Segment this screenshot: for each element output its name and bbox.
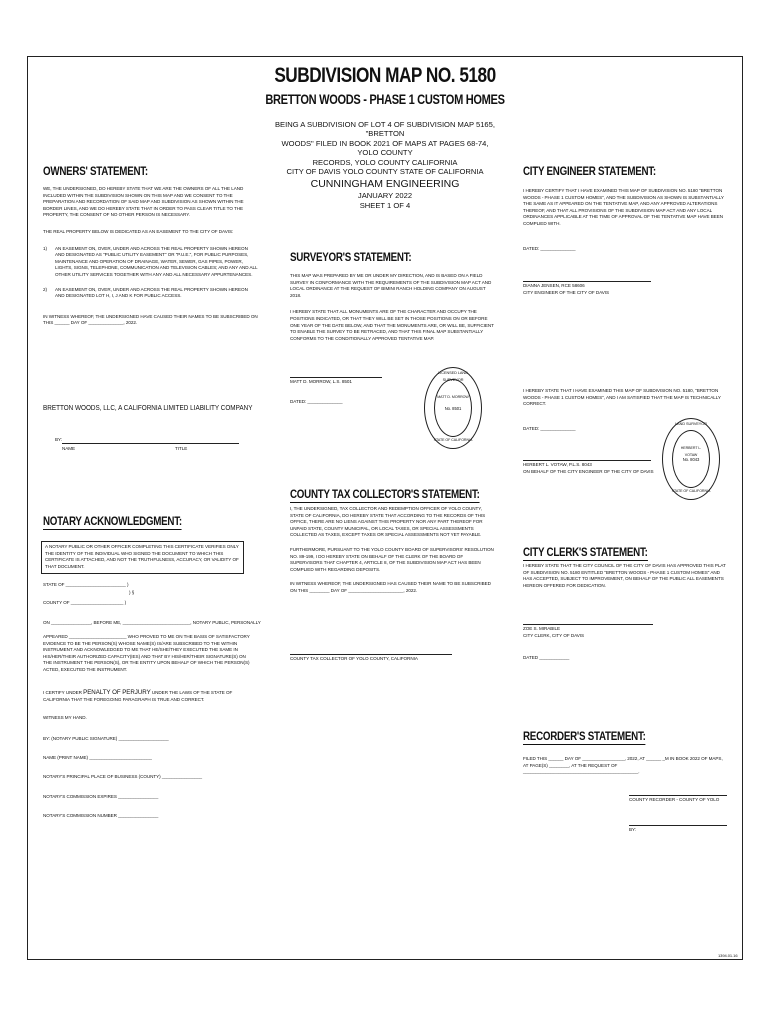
tax-paragraph: FURTHERMORE, PURSUANT TO THE YOLO COUNTY BOARD OF SUPERVISORS' RESOLUTION NO. 89-199, I DO HEREBY STATE ON BEHALF OF THE CLERK OF THE BOARD OF SUPERVISORS THAT CHAPTER 4, ARTICLE 8, OF THE SUBDIVISION MAP ACT HAS BEEN COMPLIED WITH REGARDING DEPOSITS.	[290, 546, 494, 572]
tax-witness: IN WITNESS WHEREOF, THE UNDERSIGNED HAS CAUSED THEIR NAME TO BE SUBSCRIBED ON THIS ________ DAY OF ______________________, 2022.	[290, 581, 491, 593]
tax-paragraph: I, THE UNDERSIGNED, TAX COLLECTOR AND REDEMPTION OFFICER OF YOLO COUNTY, STATE OF CALIFORNIA, DO HEREBY STATE THAT ACCORDING TO THE RECORDS OF THIS OFFICE, THERE ARE NO LIENS AGAINST THIS PROPERTY NOR ANY PART THEREOF FOR UNPAID STATE, COUNTY MUNICIPAL, OR LOCAL TAXES, OR SPECIAL ASSESSMENTS COLLECTED AS TAXES, EXCEPT TAXES OR SPECIAL ASSESSMENTS NOT YET PAYABLE.	[290, 506, 486, 538]
perjury-pre: I CERTIFY UNDER	[43, 690, 84, 695]
surveyor-statement-heading: SURVEYOR'S STATEMENT:	[290, 252, 412, 264]
notary-witness: WITNESS MY HAND.	[43, 715, 87, 720]
city-surveyor-signature-line	[523, 460, 651, 461]
sheet-number: SHEET 1 OF 4	[359, 200, 411, 210]
owners-witness: IN WITNESS WHEREOF, THE UNDERSIGNED HAVE CAUSED THEIR NAMES TO BE SUBSCRIBED ON THIS ______ DAY OF ______________, 2022.	[43, 313, 258, 326]
surveyor-paragraph: I HEREBY STATE THAT ALL MONUMENTS ARE OF THE CHARACTER AND OCCUPY THE POSITIONS INDICATED, OR THAT THEY WILL BE SET IN THOSE POSITIONS ON OR BEFORE ONE YEAR OF THE DATE BELOW, AND THAT THE MONUMENTS ARE, OR WILL BE, SUFFICIENT TO ENABLE THE SURVEY TO BE RETRACED, AND THAT THIS FINAL MAP SUBSTANTIALLY CONFORMS TO THE CONDITIONALLY APPROVED TENTATIVE MAP.	[290, 309, 494, 341]
recorder-signature-line	[629, 795, 727, 796]
perjury-post: UNDER THE LAWS OF THE STATE OF CALIFORNIA THAT THE FOREGOING PARAGRAPH IS TRUE AND CORRECT.	[43, 690, 233, 702]
city-engineer-heading: CITY ENGINEER STATEMENT:	[523, 166, 656, 178]
desc-line: BEING A SUBDIVISION OF LOT 4 OF SUBDIVISION MAP 5165, "BRETTON	[274, 120, 495, 139]
owners-by-label: BY:	[55, 437, 63, 442]
desc-line: RECORDS, YOLO COUNTY CALIFORNIA	[312, 157, 458, 167]
city-clerk-heading-wrap	[523, 543, 670, 561]
surveyor-seal	[424, 367, 482, 449]
city-engineer-heading-wrap	[523, 166, 679, 178]
company-name: BRETTON WOODS, LLC, A CALIFORNIA LIMITED LIABILITY COMPANY	[43, 403, 253, 412]
recorder-by: BY:	[629, 827, 637, 832]
notary-number: NOTARY'S COMMISSION NUMBER ________________	[43, 813, 159, 818]
tax-collector-body	[290, 506, 496, 595]
notary-county: COUNTY OF _____________________ )	[43, 600, 127, 605]
city-clerk-role: CITY CLERK, CITY OF DAVIS	[523, 633, 585, 638]
perjury-emphasis: PENALTY OF PERJURY	[83, 689, 151, 696]
owners-name-label: NAME	[62, 446, 76, 451]
city-surveyor-name: HERBERT L. VOTAW, P.L.S. 8043	[523, 462, 592, 467]
item-number: 1)	[43, 245, 47, 251]
header-block	[185, 64, 585, 107]
notary-print-name: NAME (PRINT NAME) _________________________	[43, 755, 152, 760]
city-surveyor-seal	[662, 418, 720, 500]
city-engineer-dated-2: DATED: ______________	[523, 426, 576, 431]
city-engineer-name: DIANNA JENSEN, RCE 58606	[523, 283, 585, 288]
city-engineer-technical: I HEREBY STATE THAT I HAVE EXAMINED THIS MAP OF SUBDIVISION NO. 5180, "BRETTON WOODS - PHASE 1 CUSTOM HOMES", AND I AM SATISFIED THAT THE MAP IS TECHNICALLY CORRECT.	[523, 388, 721, 407]
tax-signature-line	[290, 654, 452, 655]
owners-statement-body	[43, 186, 258, 327]
seal-bottom-text: STATE OF CALIFORNIA	[433, 438, 473, 442]
surveyor-paragraph: THIS MAP WAS PREPARED BY ME OR UNDER MY DIRECTION, AND IS BASED ON A FIELD SURVEY IN CONFORMANCE WITH THE REQUIREMENTS OF THE SUBDIVISION MAP ACT AND LOCAL ORDINANCE AT THE REQUEST OF BIMINI RANCH HOLDING COMPANY ON AUGUST 2018.	[290, 273, 492, 298]
owners-dedication-intro: THE REAL PROPERTY BELOW IS DEDICATED AS AN EASEMENT TO THE CITY OF DAVIS:	[43, 228, 234, 234]
notary-signature: BY: (NOTARY PUBLIC SIGNATURE) ____________________	[43, 736, 169, 741]
tax-collector-heading: COUNTY TAX COLLECTOR'S STATEMENT:	[290, 489, 480, 501]
seal-license-number: No. 8501	[444, 406, 462, 411]
city-clerk-body: I HEREBY STATE THAT THE CITY COUNCIL OF THE CITY OF DAVIS HAS APPROVED THIS PLAT OF SUBDIVISION NO. 5180 ENTITLED "BRETTON WOODS - PHASE 1 CUSTOM HOMES" AND HAS ACCEPTED, SUBJECT TO IMPROVEMENT, ON BEHALF OF THE PUBLIC ALL EASEMENTS HEREON OFFERED FOR DEDICATION.	[523, 563, 726, 588]
map-date: JANUARY 2022	[357, 191, 413, 201]
recorder-role: COUNTY RECORDER - COUNTY OF YOLO	[629, 797, 720, 802]
page-subtitle: BRETTON WOODS - PHASE 1 CUSTOM HOMES	[265, 92, 505, 107]
owners-statement-heading: OWNERS' STATEMENT:	[43, 166, 148, 178]
city-clerk-dated: DATED ____________	[523, 655, 570, 660]
recorder-heading-wrap	[523, 727, 667, 745]
recorder-by-line	[629, 825, 727, 826]
city-surveyor-role: ON BEHALF OF THE CITY ENGINEER OF THE CITY OF DAVIS	[523, 469, 654, 474]
owners-signature-line	[62, 443, 239, 444]
recorder-body: FILED THIS ______ DAY OF _________________, 2022, AT ______ _M IN BOOK 2022 OF MAPS, AT PAGE(S) ________, AT THE REQUEST OF ______________________________________________.	[523, 756, 723, 775]
notary-perjury	[43, 690, 253, 703]
surveyor-heading-wrap	[290, 252, 433, 264]
notary-ss: ) §	[129, 590, 135, 595]
seal-top-text: LAND SURVEYOR	[675, 422, 707, 426]
city-clerk-signature-line	[523, 624, 653, 625]
city-engineer-dated: DATED: ______________	[523, 246, 576, 251]
notary-on: ON ________________, BEFORE ME, ___________________________, NOTARY PUBLIC, PERSONALLY	[43, 620, 261, 625]
tax-heading-wrap	[290, 485, 513, 503]
owners-title-label: TITLE	[175, 446, 188, 451]
surveyor-signature-line	[290, 377, 382, 378]
owners-paragraph: WE, THE UNDERSIGNED, DO HEREBY STATE THAT WE ARE THE OWNERS OF ALL THE LAND INCLUDED WITHIN THE SUBDIVISION SHOWN ON THIS MAP AND WE CONSENT TO THE PREPARATION AND RECORDATION OF SAID MAP AND SUBDIVISION AS SHOWN WITHIN THE BORDER LINES, AND WE DO HEREBY STATE THAT IN ORDER TO PASS CLEAR TITLE TO THE PROPERTY, THE CONSENT OF NO OTHER PERSON IS NECESSARY.	[43, 186, 244, 218]
city-clerk-heading: CITY CLERK'S STATEMENT:	[523, 547, 648, 559]
item-text: AN EASEMENT ON, OVER, UNDER AND ACROSS THE REAL PROPERTY SHOWN HEREON AND DESIGNATED AS "PUBLIC UTILITY EASEMENT" OR "P.U.E.", FOR PUBLIC PURPOSES, MAINTENANCE AND OPERATION OF DRAINAGE, WATER, SEWER, GAS PIPES, POWER, LIGHTS, SIGNS, TELEPHONE, COMMUNICATION AND TELEVISION CABLES; AND ANY AND ALL OTHER UTILITY SERVICES TOGETHER WITH ANY AND ALL NECESSARY APPURTENANCES.	[55, 245, 258, 277]
surveyor-signer: MATT D. MORROW, L.S. 8501	[290, 379, 352, 384]
item-text: AN EASEMENT ON, OVER, UNDER AND ACROSS THE REAL PROPERTY SHOWN HEREON AND DESIGNATED LOT H, I, J AND K FOR PUBLIC ACCESS.	[55, 286, 248, 299]
notary-expires: NOTARY'S COMMISSION EXPIRES ________________	[43, 794, 159, 799]
drawing-code: 1394.01.16	[718, 953, 738, 958]
city-engineer-body: I HEREBY CERTIFY THAT I HAVE EXAMINED THIS MAP OF SUBDIVISION NO. 5180 "BRETTON WOODS - PHASE 1 CUSTOM HOMES", AND THE SUBDIVISION AS SHOWN IS SUBSTANTIALLY THE SAME AS IT APPEARED ON THE TENTATIVE MAP, AND ANY APPROVED ALTERATIONS THEREOF, AND THAT ALL PROVISIONS OF THE SUBDIVISION MAP ACT AND ANY LOCAL ORDINANCES APPLICABLE AT THE TIME OF APPROVAL OF THE TENTATIVE MAP HAVE BEEN COMPLIED WITH.	[523, 188, 724, 226]
seal-bottom-text: STATE OF CALIFORNIA	[671, 489, 711, 493]
owners-item-2	[43, 287, 258, 300]
tax-signer: COUNTY TAX COLLECTOR OF YOLO COUNTY, CALIFORNIA	[290, 656, 418, 661]
notary-place: NOTARY'S PRINCIPAL PLACE OF BUSINESS (COUNTY) ________________	[43, 774, 202, 779]
item-number: 2)	[43, 286, 47, 292]
notary-heading-wrap	[43, 512, 206, 530]
city-engineer-role: CITY ENGINEER OF THE CITY OF DAVIS	[523, 290, 610, 295]
page-title: SUBDIVISION MAP NO. 5180	[274, 64, 496, 87]
notary-heading: NOTARY ACKNOWLEDGMENT:	[43, 516, 182, 528]
recorder-heading: RECORDER'S STATEMENT:	[523, 731, 646, 743]
city-clerk-name: ZOE S. MIRABILE	[523, 626, 561, 631]
notary-disclaimer-box	[41, 541, 244, 574]
owners-item-1	[43, 246, 258, 279]
surveyor-dated: DATED: ______________	[290, 399, 343, 404]
notary-appeared: APPEARED _______________________ WHO PROVED TO ME ON THE BASIS OF SATISFACTORY EVIDENCE TO BE THE PERSON(S) WHOSE NAME(S) IS/ARE SUBSCRIBED TO THE WITHIN INSTRUMENT AND ACKNOWLEDGED TO ME THAT HE/SHE/THEY EXECUTED THE SAME IN HIS/HER/THEIR AUTHORIZED CAPACITY(IES) AND THAT BY HIS/HER/THEIR SIGNATURE(S) ON THE INSTRUMENT THE PERSON(S), OR THE ENTITY UPON BEHALF OF WHICH THE PERSON(S) ACTED, EXECUTED THE INSTRUMENT.	[43, 634, 250, 672]
desc-line: WOODS" FILED IN BOOK 2021 OF MAPS AT PAGES 68-74, YOLO COUNTY	[281, 138, 489, 158]
owners-heading-wrap	[43, 166, 166, 178]
seal-license-number: No. 8043	[682, 457, 700, 462]
surveyor-body	[290, 273, 496, 342]
city-engineer-signature-line	[523, 281, 651, 282]
firm-name: CUNNINGHAM ENGINEERING	[310, 178, 460, 191]
header-description	[270, 120, 500, 210]
notary-state: STATE OF ________________________ )	[43, 582, 129, 587]
seal-name: HERBERT L. VOTAW	[680, 446, 702, 457]
seal-top-text: LICENSED LAND SURVEYOR	[438, 371, 468, 382]
notary-disclaimer-text: A NOTARY PUBLIC OR OTHER OFFICER COMPLETING THIS CERTIFICATE VERIFIES ONLY THE IDENTITY OF THE INDIVIDUAL WHO SIGNED THE DOCUMENT TO WHICH THIS CERTIFICATE IS ATTACHED, AND NOT THE TRUTHFULNESS, ACCURACY, OR VALIDITY OF THAT DOCUMENT.	[45, 544, 239, 569]
seal-name: MATT D. MORROW	[437, 395, 469, 399]
desc-line: CITY OF DAVIS YOLO COUNTY STATE OF CALIFORNIA	[286, 167, 484, 177]
